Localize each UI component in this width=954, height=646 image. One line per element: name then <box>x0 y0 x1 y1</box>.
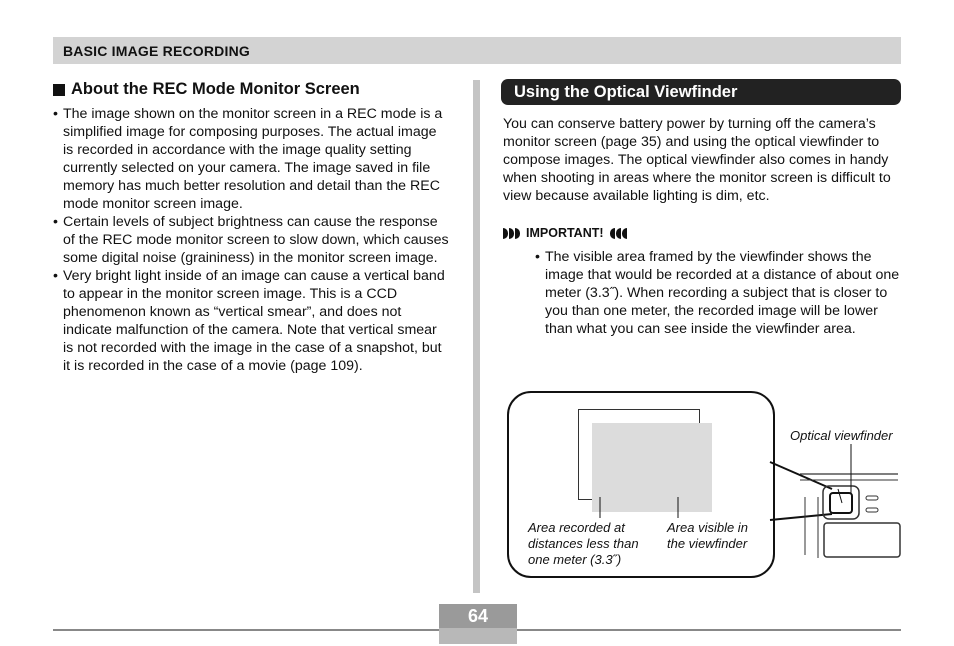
page-number: 64 <box>467 606 489 626</box>
section-title: Using the Optical Viewfinder <box>514 82 738 101</box>
viewfinder-eyepiece-icon <box>830 493 852 513</box>
caption-optical-viewfinder: Optical viewfinder <box>790 428 893 443</box>
section-heading-text: About the REC Mode Monitor Screen <box>71 80 360 98</box>
monitor-screen-outline <box>824 523 900 557</box>
important-label: IMPORTANT! <box>526 226 604 240</box>
callout-line-top <box>770 462 832 489</box>
header-title: BASIC IMAGE RECORDING <box>63 43 250 59</box>
list-item: • Certain levels of subject brightness can cause the response of the REC mode monitor screen to slow down, which causes some digital noise (graininess) in the monitor screen image. <box>53 213 449 267</box>
intro-paragraph: You can conserve battery power by turning off the camera’s monitor screen (page 35) and using the optical viewfinder to compose images. The optical viewfinder also comes in handy when shooting in areas where the monitor screen is difficult to view because available lighting is dim, etc. <box>503 116 891 204</box>
list-item: • The image shown on the monitor screen in a REC mode is a simplified image for composing purposes. The actual image is recorded in accordance with the image quality setting currently selected on your camera. The image saved in file memory has much better resolution and detail than the REC mode monitor screen image. <box>53 105 449 213</box>
list-item: • Very bright light inside of an image can cause a vertical band to appear in the monitor screen image. This is a CCD phenomenon known as “vertical smear”, and does not indicate malfunction of the camera. Note that vertical smear is not recorded with the image in the case of a snapshot, but it is recorded in the case of a movie (page 109). <box>53 267 449 375</box>
list-item: • The visible area framed by the viewfinder shows the image that would be recorded at a distance of about one meter (3.3˝). When recording a subject that is closer to you than one meter, the recorded image will be lower than what you can see inside the viewfinder area. <box>535 248 903 338</box>
caption-visible-area: Area visible in the viewfinder <box>667 520 748 551</box>
camera-button-2-icon <box>866 508 878 512</box>
caption-recorded-area: Area recorded at distances less than one meter (3.3˝) <box>528 520 639 567</box>
page-number-box <box>439 604 517 644</box>
camera-button-1-icon <box>866 496 878 500</box>
